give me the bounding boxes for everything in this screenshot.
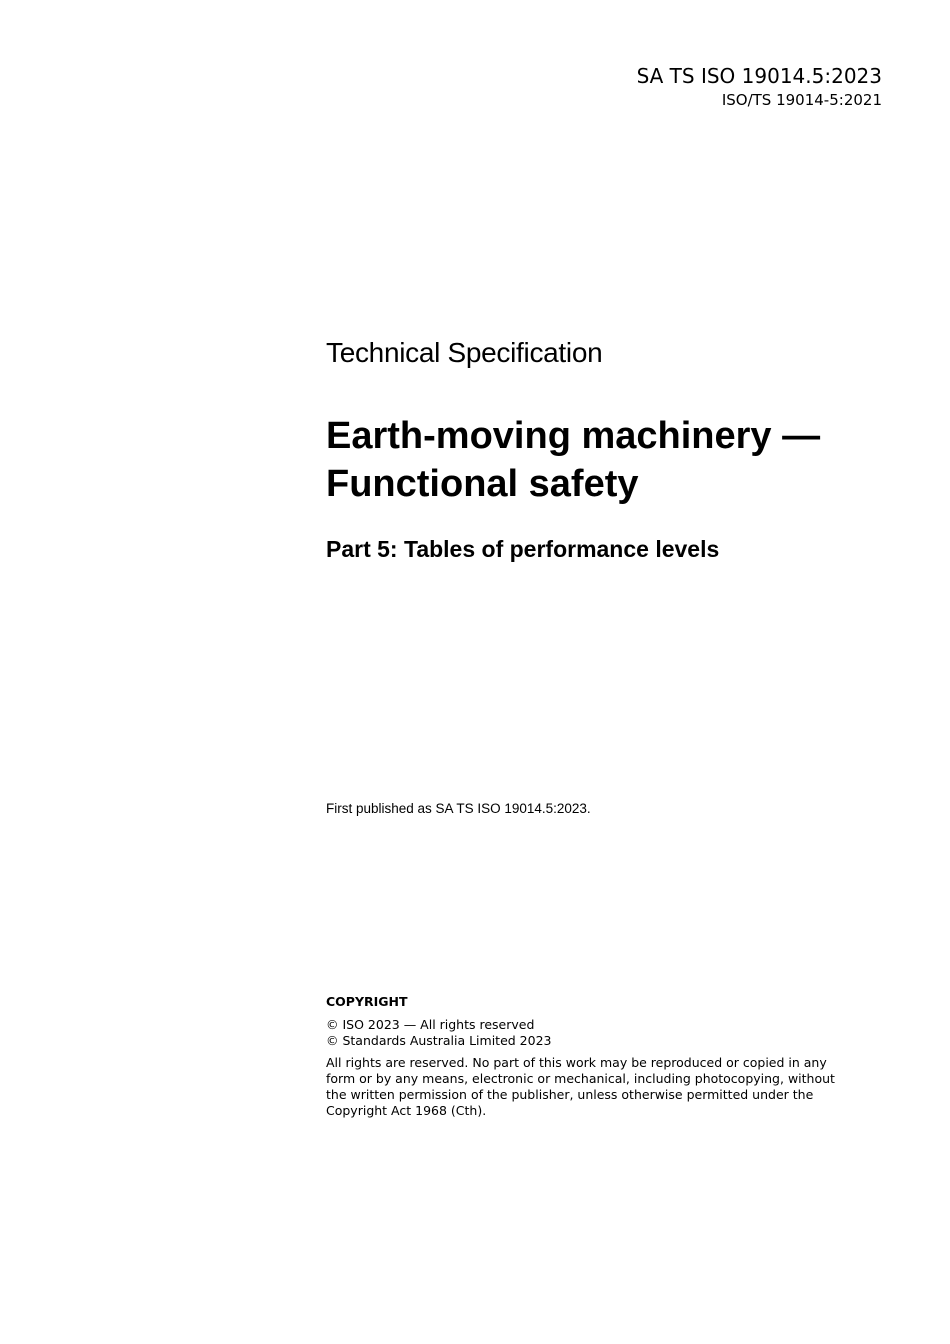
standard-number: SA TS ISO 19014.5:2023 [636,64,882,88]
iso-copyright-line: © ISO 2023 — All rights reserved [326,1017,535,1032]
title-line-2: Functional safety [326,463,639,505]
iso-standard-number: ISO/TS 19014-5:2021 [721,91,882,109]
document-title [326,412,886,508]
first-published-note: First published as SA TS ISO 19014.5:2023. [326,801,591,816]
sa-copyright-line: © Standards Australia Limited 2023 [326,1033,552,1048]
document-type: Technical Specification [326,337,603,368]
copyright-section [326,994,856,1119]
copyright-heading: COPYRIGHT [326,994,408,1009]
part-title: Part 5: Tables of performance levels [326,536,720,562]
rights-notice: All rights are reserved. No part of this work may be reproduced or copied in any form or by any means, electronic or mechanical, including photocopying, without the written permission of the publisher, unless otherwise permitted under the Copyright Act 1968 (Cth). [326,1055,835,1118]
title-line-1: Earth-moving machinery — [326,415,821,457]
